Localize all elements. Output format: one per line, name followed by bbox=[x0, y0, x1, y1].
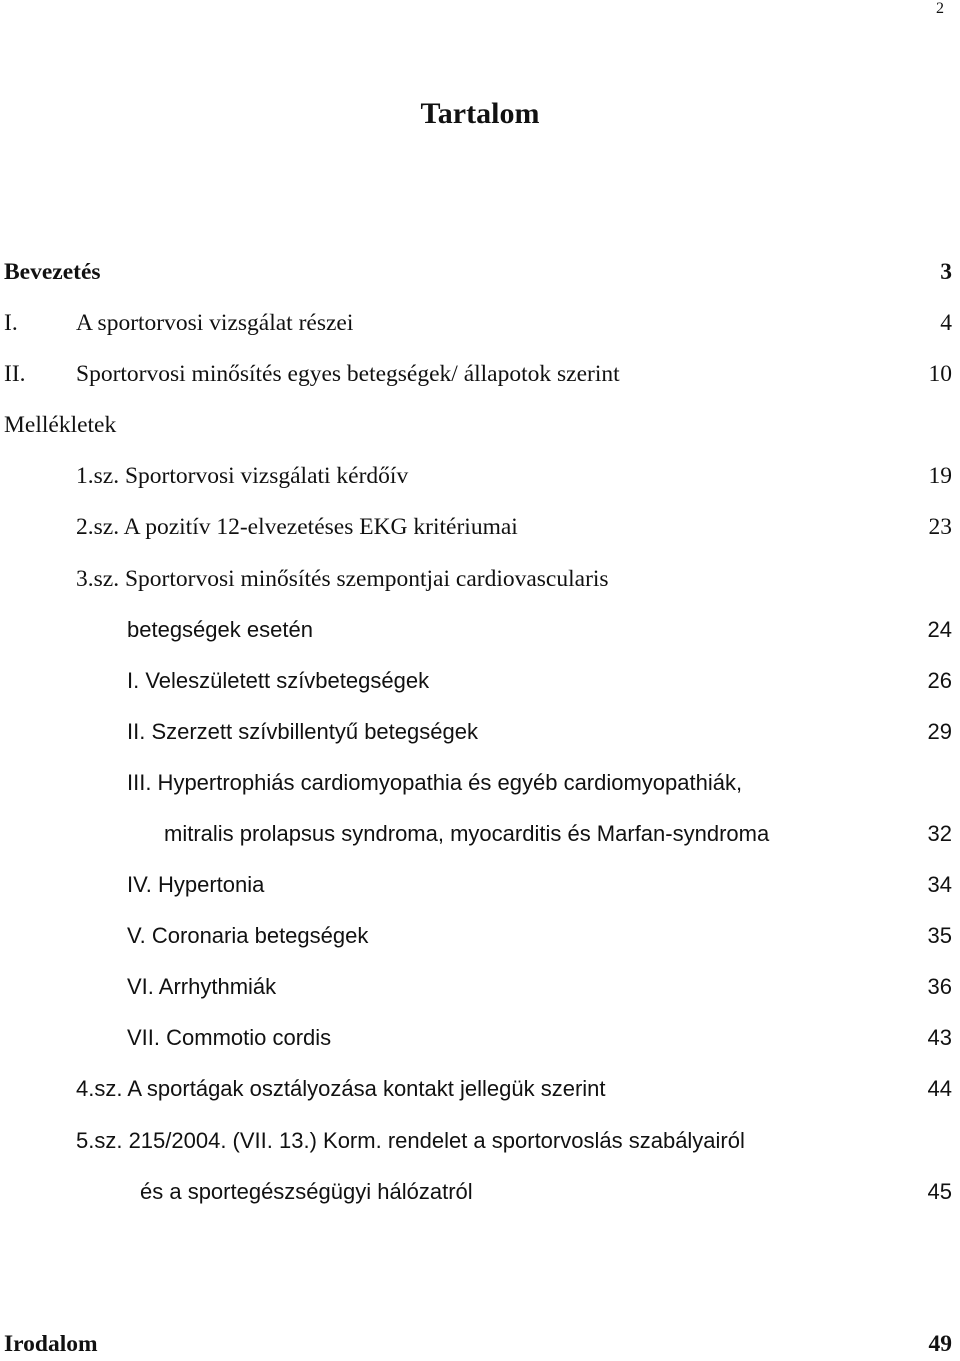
toc-page: 19 bbox=[928, 463, 952, 489]
toc-label: 5.sz. 215/2004. (VII. 13.) Korm. rendelet a sportorvoslás szabályairól bbox=[76, 1128, 745, 1153]
toc-entry-annex-3[interactable] bbox=[0, 562, 952, 596]
toc-page: 44 bbox=[927, 1076, 952, 1101]
toc-number: I. bbox=[4, 310, 18, 336]
toc-entry-bevezetes[interactable] bbox=[0, 255, 952, 289]
toc-label: 1.sz. Sportorvosi vizsgálati kérdőív bbox=[76, 463, 409, 489]
toc-page: 24 bbox=[927, 617, 952, 642]
page-number: 2 bbox=[936, 0, 944, 17]
toc-label: III. Hypertrophiás cardiomyopathia és egyéb cardiomyopathiák, bbox=[127, 770, 743, 795]
toc-page: 45 bbox=[927, 1179, 952, 1204]
toc-entry-annex-3-section-2[interactable] bbox=[0, 715, 952, 749]
toc-label: betegségek esetén bbox=[127, 617, 313, 642]
toc-label: mitralis prolapsus syndroma, myocarditis és Marfan-syndroma bbox=[164, 821, 770, 846]
toc-entry-chapter-1[interactable] bbox=[0, 306, 952, 340]
toc-heading-mellekletek bbox=[0, 408, 952, 442]
page-title: Tartalom bbox=[420, 97, 540, 130]
toc-entry-annex-4[interactable] bbox=[0, 1072, 952, 1106]
toc-entry-annex-3-section-5[interactable] bbox=[0, 919, 952, 953]
toc-page: 29 bbox=[927, 719, 952, 744]
toc-label: I. Veleszületett szívbetegségek bbox=[127, 668, 430, 693]
toc-label: II. Szerzett szívbillentyű betegségek bbox=[127, 719, 478, 744]
toc-number: II. bbox=[4, 361, 26, 387]
toc-entry-annex-5-continued[interactable] bbox=[0, 1175, 952, 1209]
toc-label: A sportorvosi vizsgálat részei bbox=[76, 310, 354, 336]
toc-page: 4 bbox=[940, 310, 952, 336]
toc-entry-annex-3-section-3-continued[interactable] bbox=[0, 817, 952, 851]
toc-page: 3 bbox=[940, 259, 952, 285]
toc-page: 43 bbox=[927, 1025, 952, 1050]
toc-label: 2.sz. A pozitív 12-elvezetéses EKG kritériumai bbox=[76, 514, 518, 540]
toc-entry-annex-3-section-4[interactable] bbox=[0, 868, 952, 902]
toc-entry-annex-1[interactable] bbox=[0, 459, 952, 493]
toc-label: VI. Arrhythmiák bbox=[127, 974, 277, 999]
toc-entry-annex-2[interactable] bbox=[0, 510, 952, 544]
toc-page: 36 bbox=[927, 974, 952, 999]
toc-label: V. Coronaria betegségek bbox=[127, 923, 369, 948]
toc-label: és a sportegészségügyi hálózatról bbox=[140, 1179, 473, 1204]
toc-label: 4.sz. A sportágak osztályozása kontakt jellegük szerint bbox=[76, 1076, 606, 1101]
toc-label: Sportorvosi minősítés egyes betegségek/ állapotok szerint bbox=[76, 361, 620, 387]
toc-page: 23 bbox=[928, 514, 952, 540]
toc-label: 3.sz. Sportorvosi minősítés szempontjai cardiovascularis bbox=[76, 566, 609, 592]
toc-page: 35 bbox=[927, 923, 952, 948]
toc-label: VII. Commotio cordis bbox=[127, 1025, 332, 1050]
toc-label: Irodalom bbox=[4, 1331, 98, 1357]
toc-entry-annex-3-continued[interactable] bbox=[0, 613, 952, 647]
toc-page: 49 bbox=[928, 1331, 952, 1357]
toc-entry-irodalom[interactable] bbox=[0, 1327, 952, 1361]
toc-page: 32 bbox=[927, 821, 952, 846]
toc-entry-annex-3-section-7[interactable] bbox=[0, 1021, 952, 1055]
toc-entry-annex-5[interactable] bbox=[0, 1124, 952, 1158]
toc-page: 34 bbox=[927, 872, 952, 897]
toc-label: IV. Hypertonia bbox=[127, 872, 265, 897]
toc-entry-annex-3-section-3[interactable] bbox=[0, 766, 952, 800]
toc-page: 10 bbox=[928, 361, 952, 387]
toc-entry-annex-3-section-1[interactable] bbox=[0, 664, 952, 698]
toc-entry-chapter-2[interactable] bbox=[0, 357, 952, 391]
toc-page: 26 bbox=[927, 668, 952, 693]
toc-label: Mellékletek bbox=[4, 412, 117, 438]
toc-entry-annex-3-section-6[interactable] bbox=[0, 970, 952, 1004]
toc-label: Bevezetés bbox=[4, 259, 101, 285]
